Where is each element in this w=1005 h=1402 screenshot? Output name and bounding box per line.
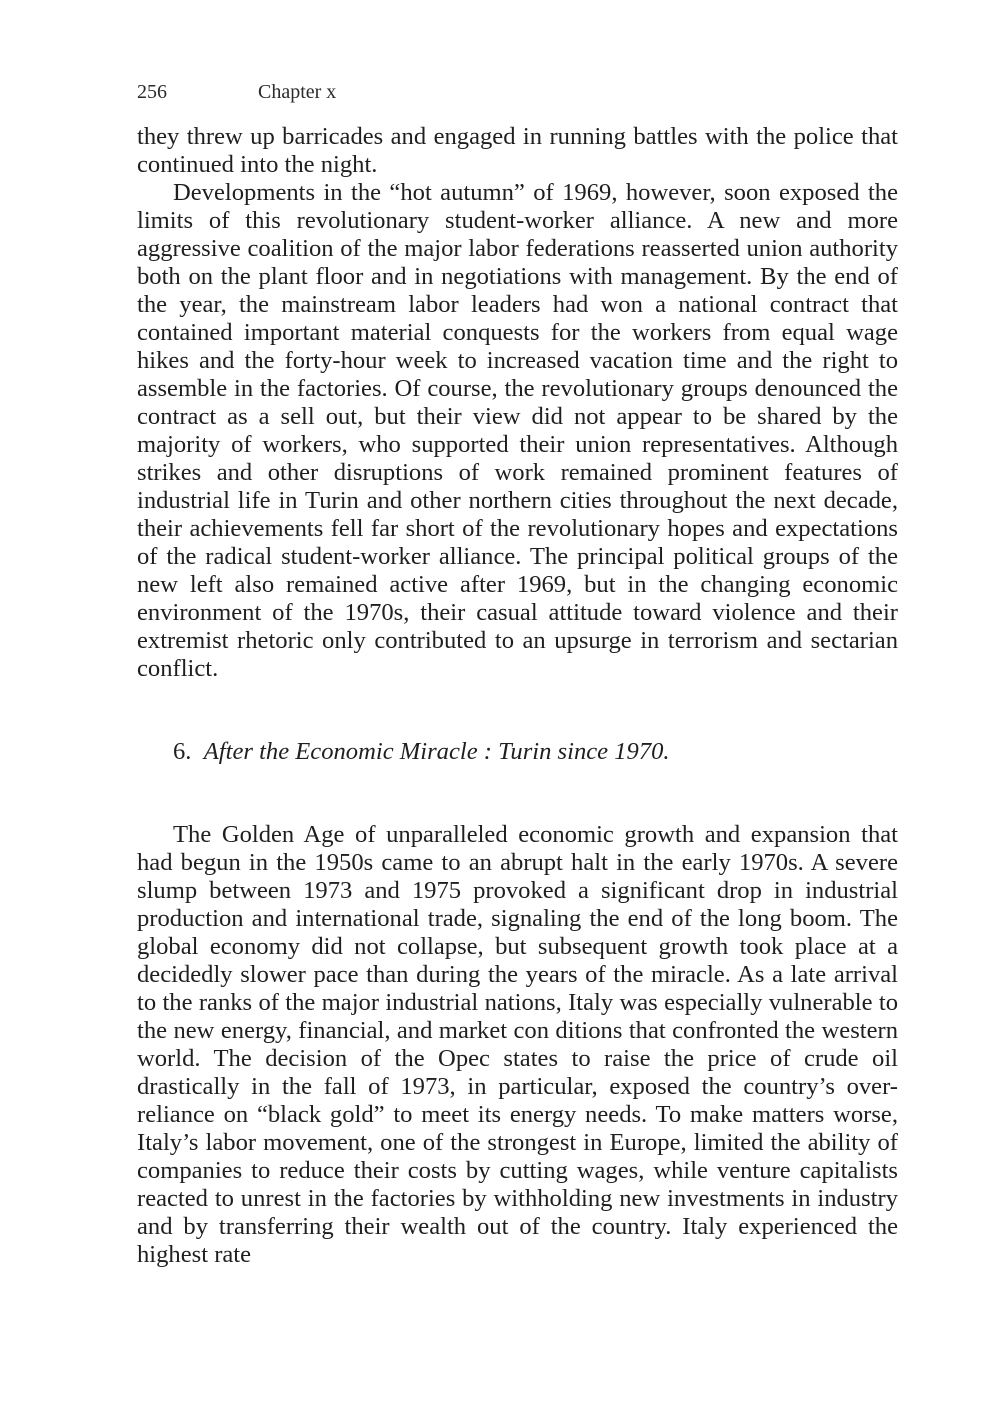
section-heading (173, 737, 670, 767)
body-text-lower (137, 821, 898, 1269)
body-text-upper (137, 123, 898, 683)
section-number: 6. (173, 738, 192, 765)
page-number: 256 (137, 81, 167, 103)
chapter-title: Chapter x (258, 81, 337, 103)
paragraph-golden-age: The Golden Age of unparalleled economic growth and expansion that had begun in the 1950s came to an abrupt halt in the early 1970s. A severe slump between 1973 and 1975 provoked a significant drop in industrial production and international trade, signaling the end of the long boom. The global economy did not collapse, but subsequent growth took place at a decidedly slower pace than during the years of the miracle. As a late arrival to the ranks of the major industrial nations, Italy was especially vulnerable to the new energy, financial, and market con ditions that confronted the western world. The decision of the Opec states to raise the price of crude oil drastically in the fall of 1973, in particular, exposed the country’s over-reliance on “black gold” to meet its energy needs. To make matters worse, Italy’s labor movement, one of the strongest in Europe, limited the ability of companies to reduce their costs by cutting wages, while venture capitalists reacted to unrest in the factories by withholding new investments in industry and by transferring their wealth out of the country. Italy experienced the highest rate (137, 821, 898, 1268)
section-title: After the Economic Miracle : Turin since 1970. (203, 738, 670, 765)
paragraph-continuation: they threw up barricades and engaged in running battles with the police that continued into the night. (137, 123, 898, 178)
running-head (137, 80, 336, 104)
paragraph-hot-autumn: Developments in the “hot autumn” of 1969, however, soon exposed the limits of this revolutionary student-worker alliance. A new and more aggressive coalition of the major labor federations reasserted union authority both on the plant floor and in negotiations with management. By the end of the year, the mainstream labor leaders had won a national contract that contained important material conquests for the workers from equal wage hikes and the forty-hour week to increased vacation time and the right to assemble in the factories. Of course, the revolutionary groups denounced the contract as a sell out, but their view did not appear to be shared by the majority of workers, who supported their union representatives. Although strikes and other disruptions of work remained prominent features of industrial life in Turin and other northern cities throughout the next decade, their achievements fell far short of the revolutionary hopes and expectations of the radical student-worker alliance. The principal political groups of the new left also remained active after 1969, but in the changing economic environment of the 1970s, their casual attitude toward violence and their extremist rhetoric only contributed to an upsurge in terrorism and sectarian conflict. (137, 179, 898, 682)
